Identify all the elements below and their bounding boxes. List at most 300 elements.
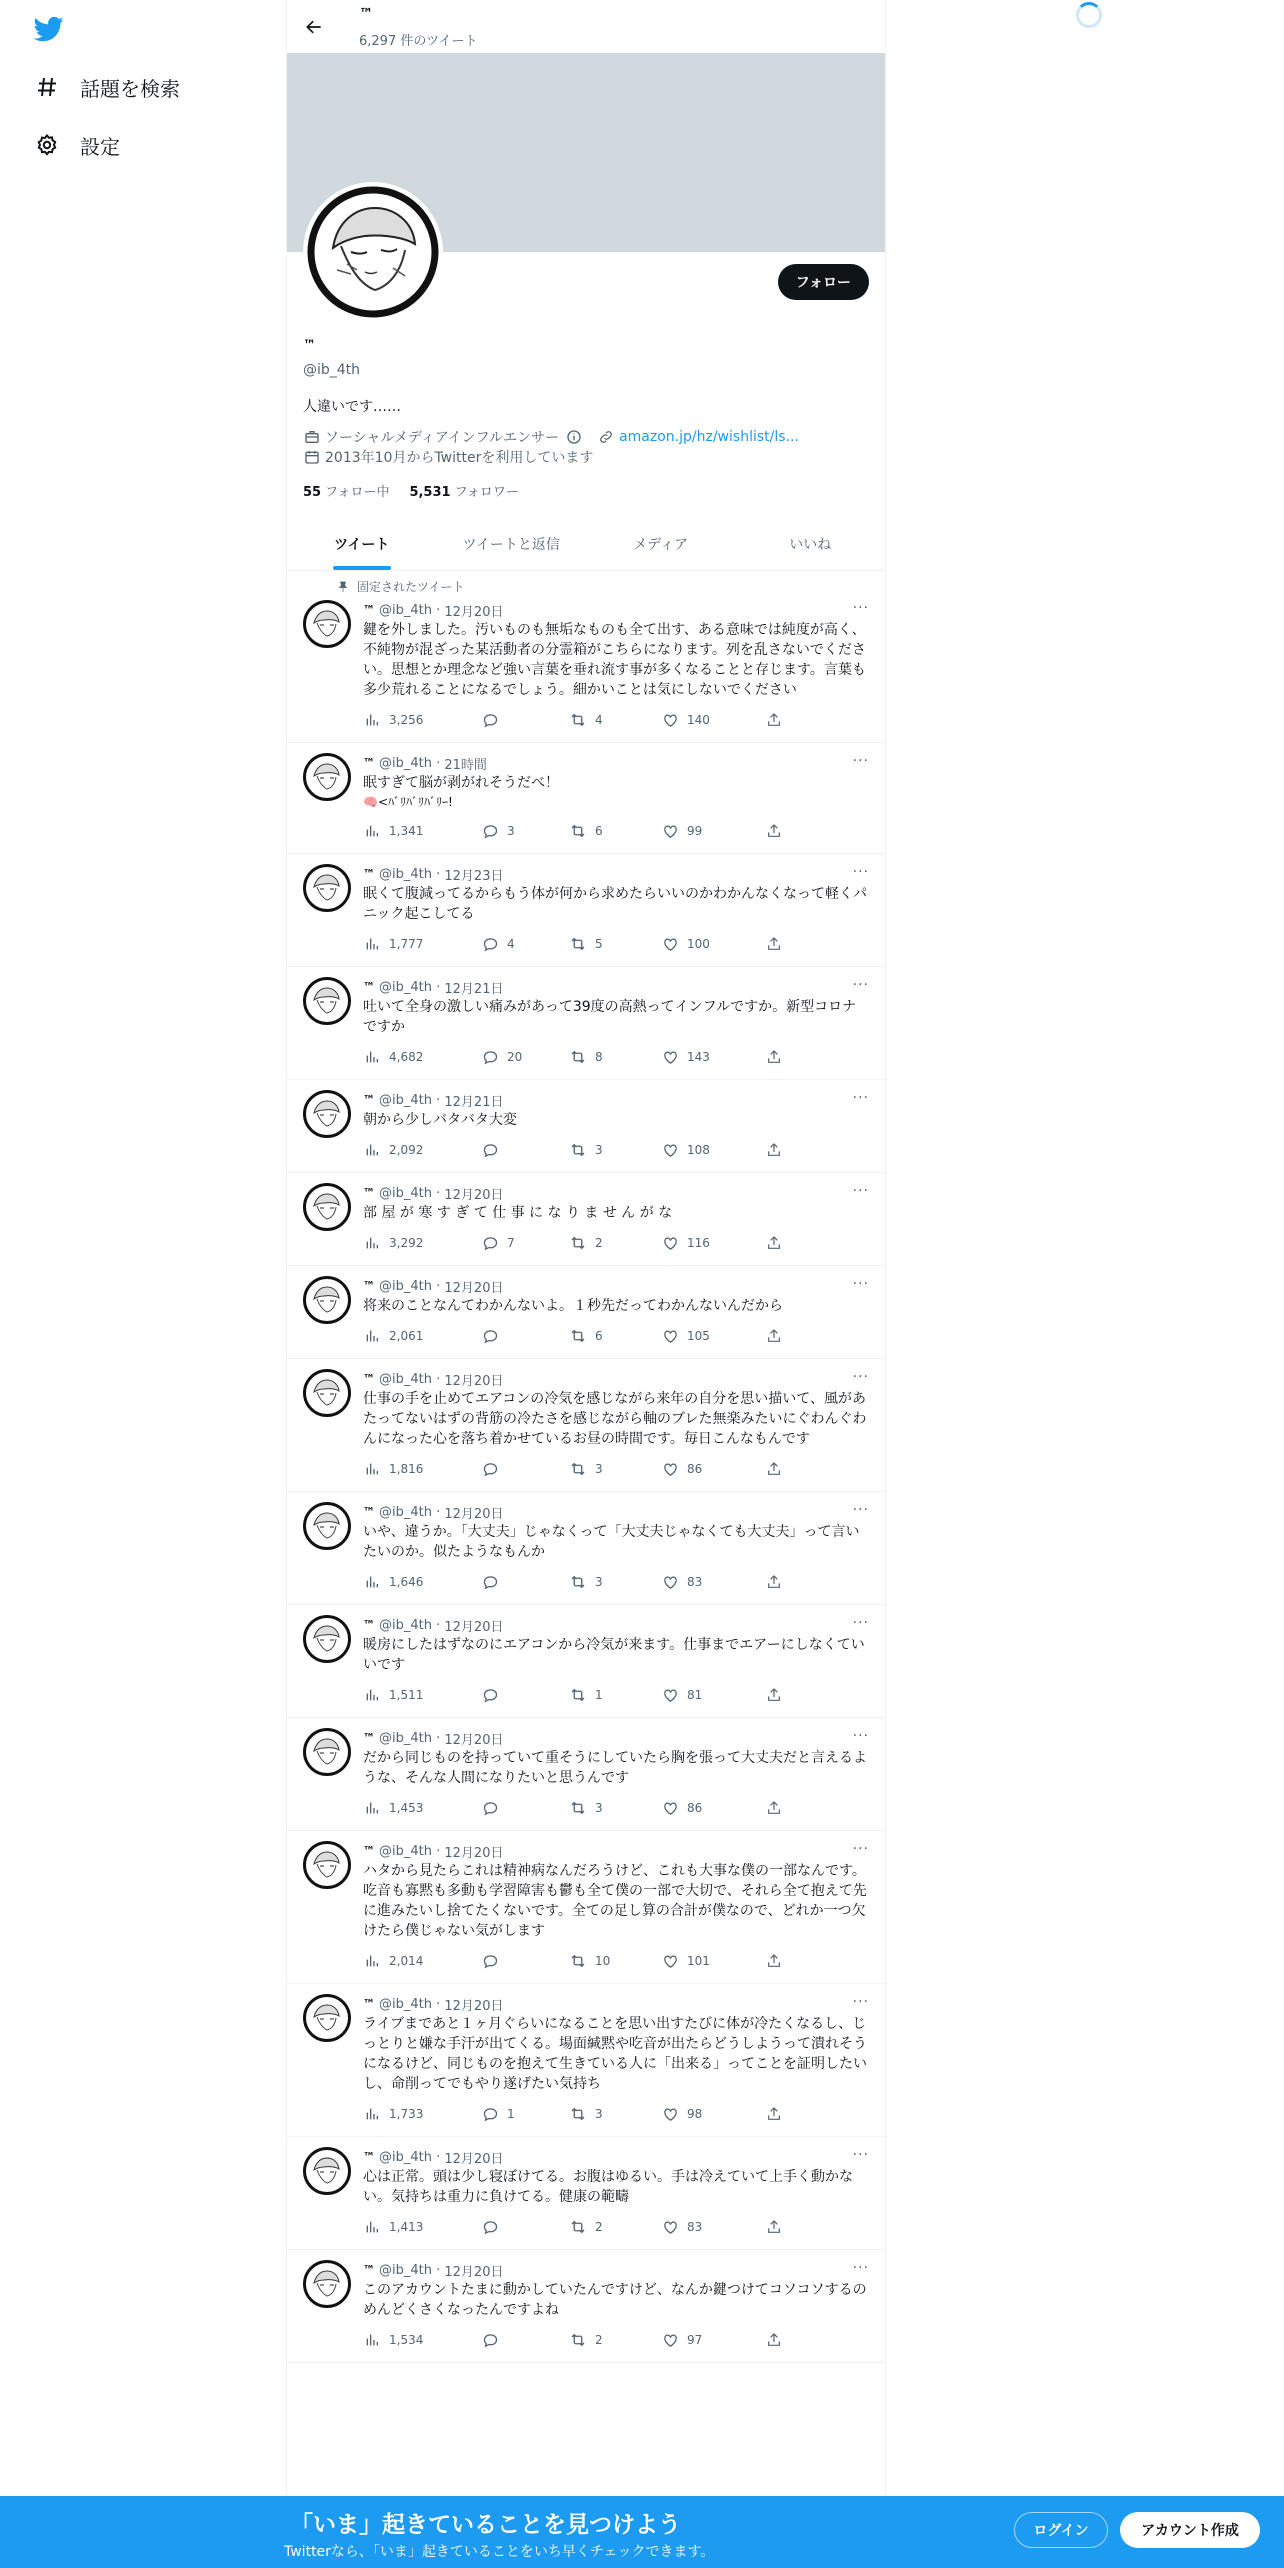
reply-button[interactable] [481,822,569,840]
following-link[interactable] [303,481,389,500]
profile-handle: @ib_4th [303,362,361,378]
tab-tweets-and-replies[interactable]: ツイートと返信 [462,537,560,553]
tweet-header [363,1090,869,1110]
tweet-avatar[interactable] [303,2260,351,2308]
tweet-author-handle[interactable]: @ib_4th [379,1617,432,1633]
tweet-author-handle[interactable]: @ib_4th [379,1504,432,1520]
tweet-dot: · [431,1278,445,1294]
share-icon [765,711,783,729]
tweet-header [363,1369,869,1389]
retweet-count: 3 [595,1801,603,1815]
tweet-dot: · [431,602,445,618]
following-count: 55 [303,485,322,500]
heart-icon [661,1234,679,1252]
share-icon [765,1327,783,1345]
views-count: 1,341 [389,824,424,838]
more-options-icon[interactable]: ··· [852,1369,869,1385]
reply-button[interactable] [481,711,569,729]
tweet-author-name[interactable]: ™ [363,1844,375,1858]
like-button[interactable] [661,2331,765,2349]
tweet-header [363,1841,869,1861]
reply-icon [481,2105,499,2123]
tweet-date[interactable]: 12月20日 [444,1506,504,1522]
tweet-author-handle[interactable]: @ib_4th [379,2262,432,2278]
tweet-item[interactable] [287,967,885,1080]
like-button[interactable] [661,1952,765,1970]
tweet-author-handle[interactable]: @ib_4th [379,1185,432,1201]
header-name: ™ [359,6,373,22]
views-button[interactable] [363,2105,481,2123]
tweet-date[interactable]: 12月20日 [444,604,504,620]
tweet-date[interactable]: 21時間 [444,757,487,773]
signup-button[interactable]: アカウント作成 [1120,2512,1260,2548]
tweet-avatar[interactable] [303,1502,351,1550]
tweet-avatar[interactable] [303,600,351,648]
analytics-icon [363,2105,381,2123]
like-button[interactable] [661,1048,765,1066]
more-options-icon[interactable]: ··· [852,1994,869,2010]
like-button[interactable] [661,711,765,729]
tweet-item[interactable] [287,1359,885,1492]
tweet-author-handle[interactable]: @ib_4th [379,755,432,771]
tweet-text: ライブまであと１ヶ月ぐらいになることを思い出すたびに体が冷たくなるし、じっとりと嫌な手汗が出てくる。場面緘黙や吃音が出たらどうしようって潰れそうになるけど、同じものを抱えて生きている人に「出来る」ってことを証明したいし、命削ってでもやり遂げたい気持ち [363,2016,867,2092]
retweet-count: 5 [595,937,603,951]
tweet-author-name[interactable]: ™ [363,1372,375,1386]
tweet-item[interactable] [287,1080,885,1173]
reply-button[interactable] [481,2105,569,2123]
profile-name: ™ [303,338,316,353]
tweet-item[interactable] [287,1605,885,1718]
tweet-text: このアカウントたまに動かしていたんですけど、なんか鍵つけてコソコソするのめんどくさくなったんですよね [363,2282,867,2318]
like-button[interactable] [661,1460,765,1478]
like-count: 97 [687,2333,703,2347]
analytics-icon [363,822,381,840]
share-button[interactable] [765,1799,791,1817]
tweet-date[interactable]: 12月21日 [444,1094,504,1110]
reply-button[interactable] [481,2331,569,2349]
retweet-button[interactable] [569,2218,661,2236]
views-button[interactable] [363,935,481,953]
tweet-avatar[interactable] [303,864,351,912]
retweet-button[interactable] [569,711,661,729]
share-button[interactable] [765,822,791,840]
tweet-date[interactable]: 12月20日 [444,1619,504,1635]
tweet-date[interactable]: 12月20日 [444,1732,504,1748]
more-options-icon[interactable]: ··· [852,1090,869,1106]
tweet-author-handle[interactable]: @ib_4th [379,602,432,618]
share-icon [765,2218,783,2236]
tab-tweets[interactable]: ツイート [287,518,437,570]
reply-count: 4 [507,937,515,951]
share-button[interactable] [765,1234,791,1252]
tweet-text: 心は正常。頭は少し寝ぼけてる。お腹はゆるい。手は冷えていて上手く動かない。気持ちは重力に負けてる。健康の範疇 [363,2169,853,2205]
back-button[interactable] [299,12,329,42]
retweet-button[interactable] [569,2331,661,2349]
tweet-avatar[interactable] [303,753,351,801]
views-button[interactable] [363,1141,481,1159]
tweet-header [363,1183,869,1203]
like-count: 108 [687,1143,710,1157]
tweet-author-name[interactable]: ™ [363,1618,375,1632]
views-button[interactable] [363,711,481,729]
profile-avatar[interactable] [303,182,443,322]
share-button[interactable] [765,2105,791,2123]
tweet-author-handle[interactable]: @ib_4th [379,1843,432,1859]
reply-icon [481,935,499,953]
more-options-icon[interactable]: ··· [852,977,869,993]
retweet-button[interactable] [569,1573,661,1591]
retweet-count: 8 [595,1050,603,1064]
views-count: 1,511 [389,1688,424,1702]
reply-button[interactable] [481,1573,569,1591]
follow-button[interactable]: フォロー [778,264,869,300]
share-icon [765,935,783,953]
views-count: 1,733 [389,2107,424,2121]
retweet-button[interactable] [569,1799,661,1817]
retweet-icon [569,2331,587,2349]
tweet-avatar[interactable] [303,1276,351,1324]
tweet-avatar[interactable] [303,1728,351,1776]
retweet-count: 1 [595,1688,603,1702]
tweet-author-name[interactable]: ™ [363,980,375,994]
retweet-icon [569,1141,587,1159]
tweet-author-handle[interactable]: @ib_4th [379,1092,432,1108]
tweet-item[interactable] [287,1492,885,1605]
retweet-count: 2 [595,2333,603,2347]
tweet-header [363,1615,869,1635]
tweet-text: 鍵を外しました。汚いものも無垢なものも全て出す、ある意味では純度が高く、不純物が混ざった某活動者の分霊箱がこちらになります。列を乱さないでください。思想とか理念など強い言葉を垂れ流す事が多くなることと存じます。言葉も多少荒れることになるでしょう。細かいことは気にしないでください [363,622,866,698]
retweet-icon [569,1799,587,1817]
reply-count: 20 [507,1050,523,1064]
retweet-button[interactable] [569,1234,661,1252]
tweet-date[interactable]: 12月21日 [444,981,504,997]
tweet-item[interactable] [287,1984,885,2137]
tweet-text: いや、違うか。「大丈夫」じゃなくって「大丈夫じゃなくても大丈夫」って言いたいのか。似たようなもんか [363,1524,860,1560]
avatar-sketch-icon [307,186,439,318]
retweet-button[interactable] [569,1460,661,1478]
views-button[interactable] [363,1952,481,1970]
heart-icon [661,2105,679,2123]
banner-title: 「いま」起きていることを見つけよう [290,2512,681,2538]
tweet-dot: · [431,2149,445,2165]
more-options-icon[interactable]: ··· [852,2260,869,2276]
views-button[interactable] [363,1327,481,1345]
retweet-count: 10 [595,1954,611,1968]
twitter-logo-icon[interactable] [32,14,66,44]
share-button[interactable] [765,1327,791,1345]
retweet-count: 2 [595,2220,603,2234]
nav-settings-label: 設定 [80,134,120,159]
followers-link[interactable] [409,481,518,500]
share-icon [765,1234,783,1252]
like-button[interactable] [661,1141,765,1159]
analytics-icon [363,1686,381,1704]
tweet-actions [363,817,869,845]
tweet-author-name[interactable]: ™ [363,756,375,770]
share-button[interactable] [765,1048,791,1066]
tweet-author-name[interactable]: ™ [363,1093,375,1107]
tweet-dot: · [431,2262,445,2278]
tweet-item[interactable] [287,854,885,967]
tweet-item[interactable] [287,1173,885,1266]
reply-icon [481,2331,499,2349]
retweet-icon [569,1460,587,1478]
retweet-button[interactable] [569,935,661,953]
nav-explore-label: 話題を検索 [80,76,180,101]
share-button[interactable] [765,1141,791,1159]
share-button[interactable] [765,711,791,729]
main-column [286,0,886,2568]
share-icon [765,2331,783,2349]
tweet-date[interactable]: 12月20日 [444,2264,504,2280]
tweet-item[interactable] [287,2250,885,2363]
tweet-text: 吐いて全身の激しい痛みがあって39度の高熱ってインフルですか。新型コロナですか [363,999,857,1035]
retweet-button[interactable] [569,1686,661,1704]
tweet-author-handle[interactable]: @ib_4th [379,2149,432,2165]
like-button[interactable] [661,2105,765,2123]
more-options-icon[interactable]: ··· [852,1728,869,1744]
tweet-author-name[interactable]: ™ [363,1186,375,1200]
views-count: 3,256 [389,713,424,727]
login-button[interactable]: ログイン [1014,2512,1108,2548]
reply-icon [481,1686,499,1704]
heart-icon [661,1686,679,1704]
analytics-icon [363,1234,381,1252]
tweet-text: だから同じものを持っていて重そうにしていたら胸を張って大丈夫だと言えるような、そんな人間になりたいと思うんです [363,1750,867,1786]
tweet-text: 眠すぎて脳が剥がれそうだべ！ [363,775,559,791]
tweet-author-name[interactable]: ™ [363,1505,375,1519]
tweet-avatar[interactable] [303,1615,351,1663]
analytics-icon [363,1799,381,1817]
tab-likes[interactable]: いいね [789,537,832,553]
tweet-date[interactable]: 12月20日 [444,1373,504,1389]
retweet-icon [569,1048,587,1066]
views-button[interactable] [363,1799,481,1817]
share-button[interactable] [765,1952,791,1970]
reply-button[interactable] [481,935,569,953]
like-button[interactable] [661,1327,765,1345]
like-button[interactable] [661,1234,765,1252]
reply-button[interactable] [481,1234,569,1252]
retweet-count: 4 [595,713,603,727]
tweet-item[interactable] [287,2137,885,2250]
profile-category: ソーシャルメディアインフルエンサー [325,430,560,446]
like-count: 105 [687,1329,710,1343]
profile-tabs [287,518,885,571]
analytics-icon [363,711,381,729]
share-button[interactable] [765,2218,791,2236]
retweet-button[interactable] [569,1048,661,1066]
tweet-author-handle[interactable]: @ib_4th [379,1996,432,2012]
more-options-icon[interactable]: ··· [852,1183,869,1199]
tweet-avatar[interactable] [303,1369,351,1417]
tweet-date[interactable]: 12月23日 [444,868,504,884]
more-options-icon[interactable]: ··· [852,864,869,880]
like-button[interactable] [661,1799,765,1817]
reply-icon [481,1573,499,1591]
reply-icon [481,2218,499,2236]
tweet-dot: · [431,1996,445,2012]
views-button[interactable] [363,2218,481,2236]
like-button[interactable] [661,1573,765,1591]
reply-button[interactable] [481,1460,569,1478]
views-button[interactable] [363,1460,481,1478]
tweet-actions [363,1322,869,1350]
reply-button[interactable] [481,1327,569,1345]
reply-button[interactable] [481,1141,569,1159]
tweet-author-name[interactable]: ™ [363,867,375,881]
tweet-author-handle[interactable]: @ib_4th [379,1371,432,1387]
share-button[interactable] [765,1573,791,1591]
more-options-icon[interactable]: ··· [852,1841,869,1857]
like-button[interactable] [661,935,765,953]
reply-button[interactable] [481,1952,569,1970]
tweet-author-name[interactable]: ™ [363,1997,375,2011]
reply-icon [481,1460,499,1478]
tweet-item[interactable] [287,1831,885,1984]
retweet-icon [569,935,587,953]
more-options-icon[interactable]: ··· [852,1615,869,1631]
tweet-avatar[interactable] [303,1841,351,1889]
tweet-header [363,753,869,773]
more-options-icon[interactable]: ··· [852,1276,869,1292]
tweet-item[interactable] [287,1266,885,1359]
tweet-author-name[interactable]: ™ [363,603,375,617]
views-button[interactable] [363,1234,481,1252]
tweet-timeline [287,572,885,2363]
retweet-icon [569,711,587,729]
tweet-text: 暖房にしたはずなのにエアコンから冷気が来ます。仕事までエアーにしなくていいです [363,1637,865,1673]
heart-icon [661,1799,679,1817]
more-options-icon[interactable]: ··· [852,753,869,769]
tweet-actions [363,1229,869,1257]
tweet-date[interactable]: 12月20日 [444,2151,504,2167]
more-options-icon[interactable]: ··· [852,2147,869,2163]
like-button[interactable] [661,2218,765,2236]
like-count: 100 [687,937,710,951]
share-button[interactable] [765,1460,791,1478]
tweet-actions [363,2326,869,2354]
retweet-button[interactable] [569,2105,661,2123]
tweet-item[interactable] [287,743,885,854]
tweet-item[interactable] [287,1718,885,1831]
reply-button[interactable] [481,2218,569,2236]
reply-count: 3 [507,824,515,838]
tweet-dot: · [431,1730,445,1746]
more-options-icon[interactable]: ··· [852,1502,869,1518]
tweet-date[interactable]: 12月20日 [444,1280,504,1296]
tweet-actions [363,706,869,734]
like-button[interactable] [661,1686,765,1704]
tweet-date[interactable]: 12月20日 [444,1845,504,1861]
share-button[interactable] [765,2331,791,2349]
views-count: 2,014 [389,1954,424,1968]
tweet-avatar[interactable] [303,1994,351,2042]
retweet-button[interactable] [569,1141,661,1159]
like-count: 116 [687,1236,710,1250]
reply-icon [481,1234,499,1252]
tweet-avatar[interactable] [303,1090,351,1138]
pinned-indicator [335,578,464,595]
like-count: 99 [687,824,703,838]
reply-button[interactable] [481,1048,569,1066]
nav-settings[interactable] [34,125,120,165]
views-button[interactable] [363,1048,481,1066]
more-options-icon[interactable]: ··· [852,600,869,616]
reply-icon [481,1799,499,1817]
tweet-avatar[interactable] [303,1183,351,1231]
tweet-avatar[interactable] [303,2147,351,2195]
tab-media[interactable]: メディア [633,537,689,553]
retweet-icon [569,1686,587,1704]
tweet-date[interactable]: 12月20日 [444,1187,504,1203]
reply-button[interactable] [481,1799,569,1817]
following-label: フォロー中 [325,485,390,500]
share-button[interactable] [765,1686,791,1704]
nav-explore[interactable] [34,67,180,107]
tweet-author-name[interactable]: ™ [363,2150,375,2164]
share-button[interactable] [765,935,791,953]
tweet-author-name[interactable]: ™ [363,1731,375,1745]
tweet-actions [363,1568,869,1596]
views-button[interactable] [363,2331,481,2349]
tweet-text-extra: 🧠<ﾊﾞﾘﾊﾞﾘﾊﾞﾘｰ! [363,795,453,809]
reply-icon [481,822,499,840]
tweet-actions [363,930,869,958]
tweet-actions [363,2213,869,2241]
tweet-author-handle[interactable]: @ib_4th [379,1278,432,1294]
share-icon [765,822,783,840]
like-button[interactable] [661,822,765,840]
info-icon[interactable] [565,428,583,446]
calendar-icon [303,448,321,466]
profile-bio: 人違いです…… [303,399,401,415]
profile-link[interactable]: amazon.jp/hz/wishlist/ls... [619,429,799,445]
retweet-button[interactable] [569,822,661,840]
tweet-author-handle[interactable]: @ib_4th [379,979,432,995]
reply-button[interactable] [481,1686,569,1704]
retweet-button[interactable] [569,1952,661,1970]
tweet-text: ハタから見たらこれは精神病なんだろうけど、これも大事な僕の一部なんです。吃音も寡黙も多動も学習障害も鬱も全て僕の一部で大切で、それら全て抱えて先に進みたいし捨てたくないです。全ての足し算の合計が僕なので、どれか一つ欠けたら僕じゃない気がします [363,1863,867,1939]
tweet-date[interactable]: 12月20日 [444,1998,504,2014]
profile-joined [303,447,593,467]
retweet-count: 3 [595,2107,603,2121]
heart-icon [661,935,679,953]
retweet-count: 3 [595,1575,603,1589]
tweet-header [363,1502,869,1522]
tweet-author-handle[interactable]: @ib_4th [379,1730,432,1746]
tweet-actions [363,1794,869,1822]
views-button[interactable] [363,822,481,840]
tweet-author-name[interactable]: ™ [363,1279,375,1293]
like-count: 98 [687,2107,703,2121]
views-count: 4,682 [389,1050,424,1064]
views-button[interactable] [363,1686,481,1704]
tweet-author-name[interactable]: ™ [363,2263,375,2277]
tweet-author-handle[interactable]: @ib_4th [379,866,432,882]
like-count: 83 [687,1575,703,1589]
reply-icon [481,1952,499,1970]
banner-subtitle: Twitterなら、「いま」起きていることをいち早くチェックできます。 [284,2544,715,2560]
retweet-button[interactable] [569,1327,661,1345]
reply-icon [481,1048,499,1066]
tweet-header [363,600,869,620]
like-count: 86 [687,1462,703,1476]
tweet-avatar[interactable] [303,977,351,1025]
views-button[interactable] [363,1573,481,1591]
tweet-item[interactable] [287,572,885,743]
reply-icon [481,1141,499,1159]
